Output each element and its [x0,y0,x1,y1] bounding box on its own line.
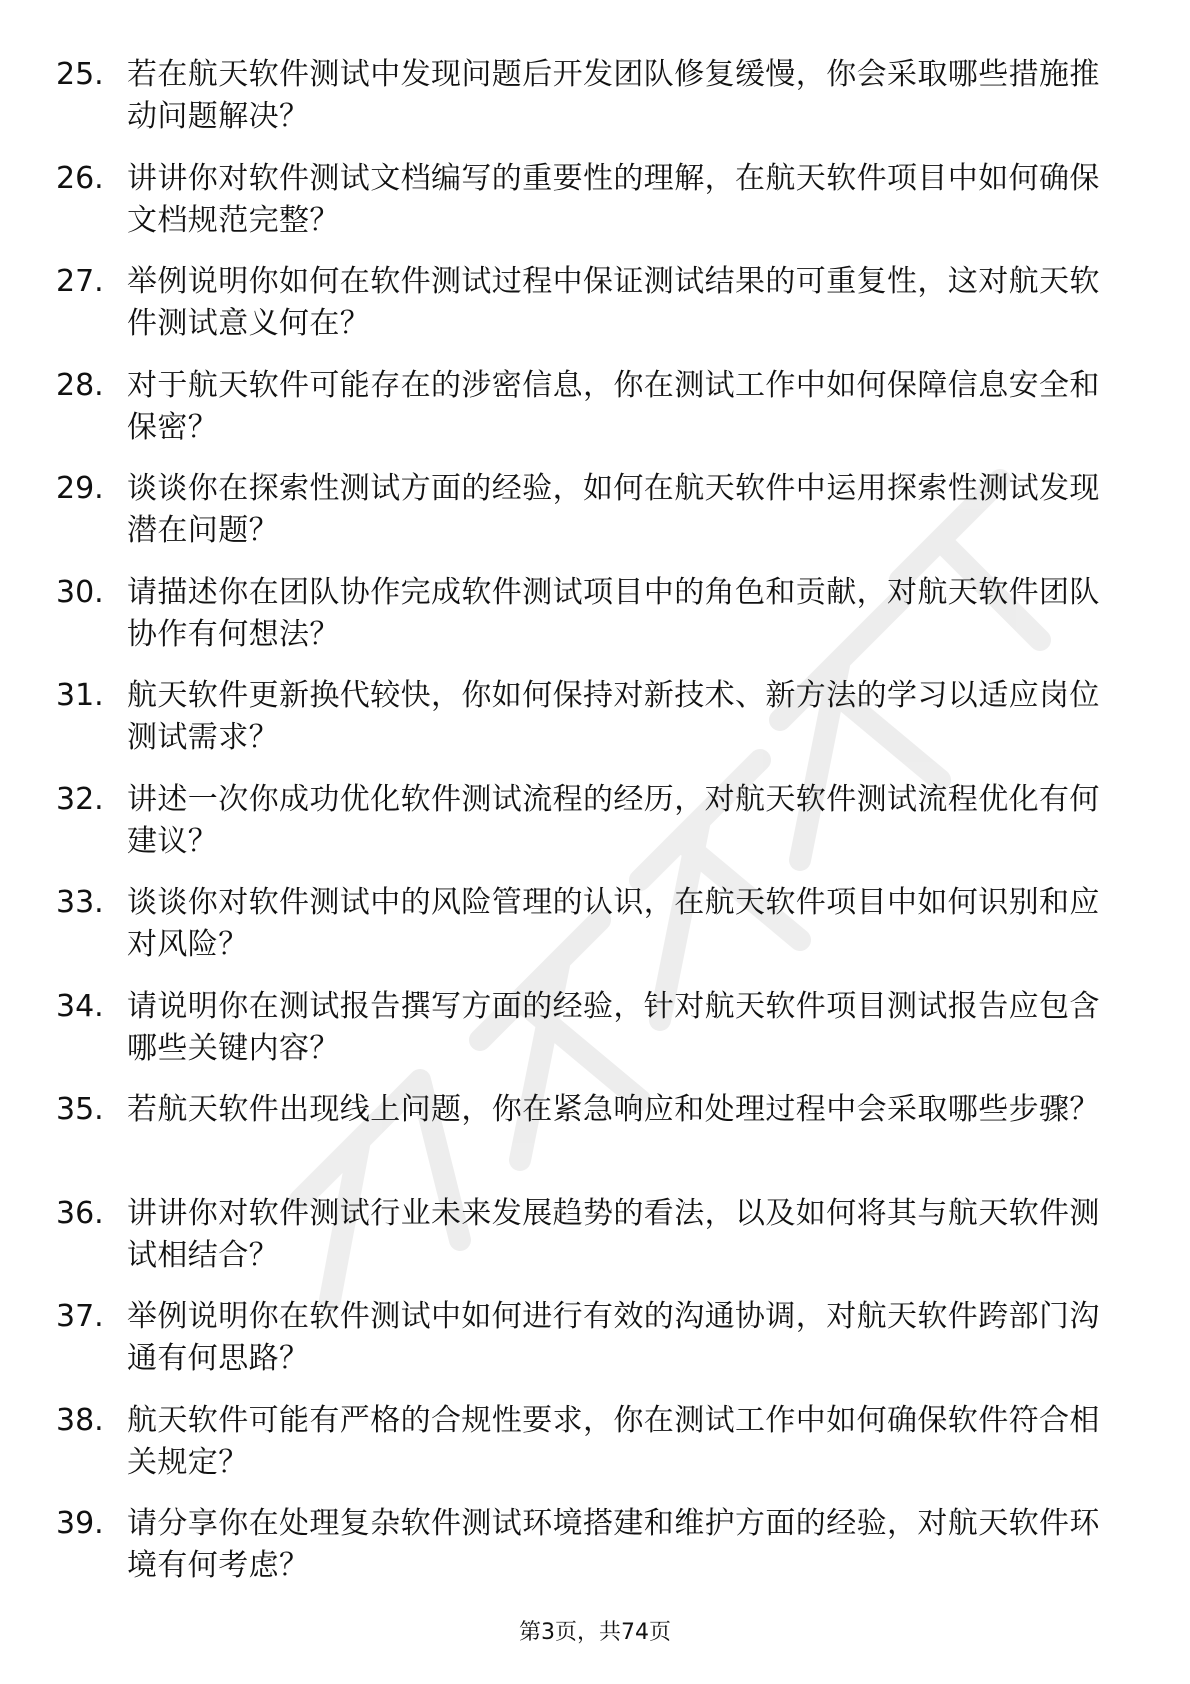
question-number: 39. [56,1506,104,1541]
question-text: 请分享你在处理复杂软件测试环境搭建和维护方面的经验，对航天软件环境有何考虑？ [127,1506,1100,1583]
question-text: 对于航天软件可能存在的涉密信息，你在测试工作中如何保障信息安全和保密？ [127,367,1100,445]
question-text: 若航天软件出现线上问题，你在紧急响应和处理过程中会采取哪些步骤？ [127,1092,1100,1127]
question-number: 28. [56,367,104,403]
list-item [0,773,1190,877]
question-number: 35. [56,1092,104,1127]
question-list [0,48,1190,1601]
list-item [0,1394,1190,1498]
question-text: 讲述一次你成功优化软件测试流程的经历，对航天软件测试流程优化有何建议？ [127,781,1100,859]
question-text: 举例说明你在软件测试中如何进行有效的沟通协调，对航天软件跨部门沟通有何思路？ [127,1299,1100,1376]
question-text: 举例说明你如何在软件测试过程中保证测试结果的可重复性，这对航天软件测试意义何在？ [127,264,1100,341]
question-text: 若在航天软件测试中发现问题后开发团队修复缓慢，你会采取哪些措施推动问题解决？ [127,57,1100,134]
page-footer: 第3页，共74页 [519,1620,671,1645]
question-text: 谈谈你对软件测试中的风险管理的认识，在航天软件项目中如何识别和应对风险？ [127,885,1100,962]
list-item [0,255,1190,359]
question-text: 讲讲你对软件测试行业未来发展趋势的看法，以及如何将其与航天软件测试相结合？ [127,1195,1100,1273]
list-item [0,669,1190,773]
list-item [0,48,1190,152]
question-text: 航天软件更新换代较快，你如何保持对新技术、新方法的学习以适应岗位测试需求？ [127,678,1100,755]
question-number: 30. [56,574,104,610]
list-item [0,1083,1190,1187]
question-number: 25. [56,57,104,92]
list-item [0,1187,1190,1291]
list-item [0,152,1190,256]
question-number: 33. [56,885,104,920]
list-item [0,1497,1190,1601]
list-item [0,566,1190,670]
question-number: 38. [56,1402,104,1438]
question-text: 航天软件可能有严格的合规性要求，你在测试工作中如何确保软件符合相关规定？ [127,1402,1100,1480]
question-text: 请说明你在测试报告撰写方面的经验，针对航天软件项目测试报告应包含哪些关键内容？ [127,988,1100,1066]
question-number: 37. [56,1299,104,1334]
list-item [0,876,1190,980]
question-number: 31. [56,678,104,713]
list-item [0,359,1190,463]
question-text: 请描述你在团队协作完成软件测试项目中的角色和贡献，对航天软件团队协作有何想法？ [127,574,1100,652]
list-item [0,980,1190,1084]
question-number: 26. [56,160,104,196]
question-number: 34. [56,988,104,1024]
list-item [0,1290,1190,1394]
question-number: 27. [56,264,104,299]
question-text: 谈谈你在探索性测试方面的经验，如何在航天软件中运用探索性测试发现潜在问题？ [127,471,1100,548]
question-number: 36. [56,1195,104,1231]
question-number: 32. [56,781,104,817]
question-text: 讲讲你对软件测试文档编写的重要性的理解，在航天软件项目中如何确保文档规范完整？ [127,160,1100,238]
list-item [0,462,1190,566]
question-number: 29. [56,471,104,506]
